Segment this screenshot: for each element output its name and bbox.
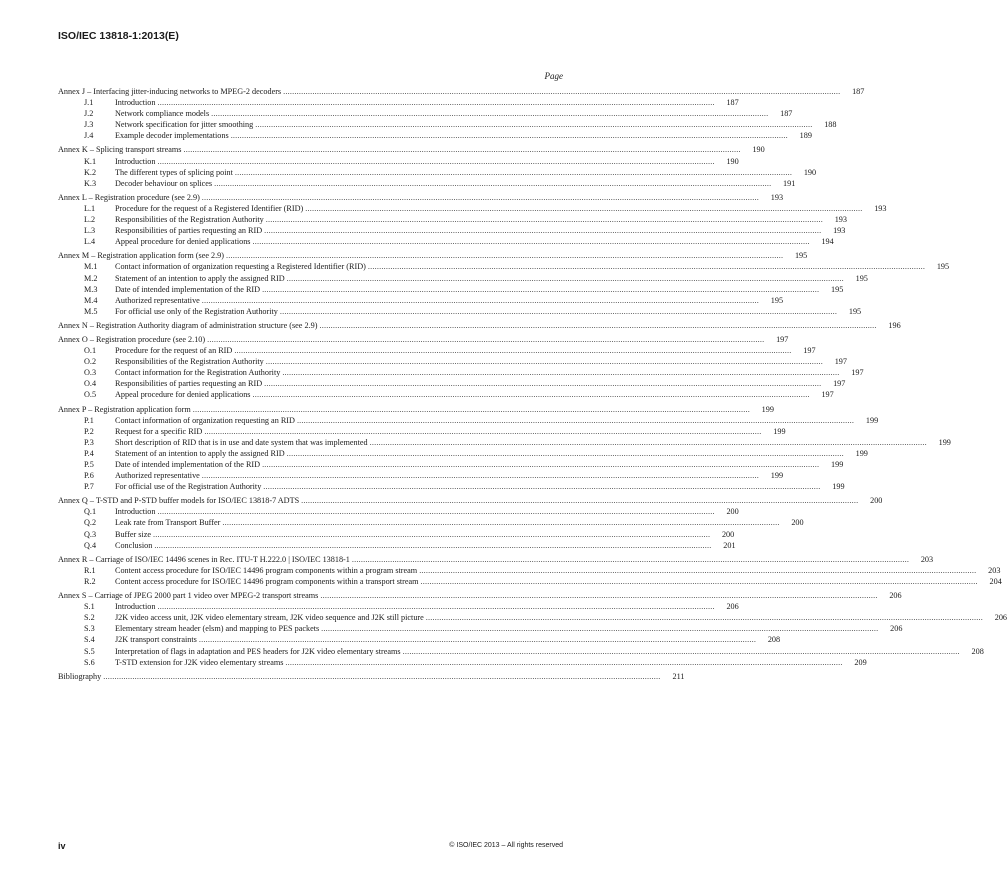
toc-subentry[interactable]	[58, 345, 816, 356]
toc-entry-page: 199	[832, 482, 845, 492]
toc-entry-title: Network specification for jitter smoothing	[115, 120, 254, 130]
dot-leader	[297, 415, 854, 426]
dot-leader	[266, 356, 823, 367]
toc-subentry[interactable]	[58, 367, 864, 378]
toc-entry-title: Annex J – Interfacing jitter-inducing networks to MPEG-2 decoders	[58, 87, 282, 96]
toc-entry-page: 190	[803, 167, 817, 177]
toc-subentry[interactable]	[58, 470, 784, 481]
toc-entry-title: Authorized representative	[115, 471, 200, 481]
dot-leader	[157, 156, 714, 167]
toc-entry-page: 190	[752, 145, 765, 155]
toc-entry-number: M.2	[84, 273, 98, 283]
dot-leader	[255, 119, 812, 130]
toc-entry-title: Procedure for the request of a Registered Identifier (RID)	[115, 203, 304, 213]
dot-leader	[280, 306, 837, 317]
toc-entry[interactable]	[58, 250, 808, 261]
dot-leader	[193, 404, 750, 415]
document-id: ISO/IEC 13818-1:2013(E)	[58, 30, 179, 42]
toc-entry-page: 197	[834, 357, 847, 367]
toc-entry-number: S.4	[84, 635, 95, 645]
toc-entry-page: 188	[824, 120, 837, 130]
toc-subentry[interactable]	[58, 225, 846, 236]
toc-subentry[interactable]	[58, 426, 786, 437]
toc-entry-page: 197	[803, 346, 816, 356]
toc-subentry[interactable]	[58, 130, 812, 141]
toc-entry-number: L.1	[84, 203, 96, 213]
toc-entry-number: S.3	[84, 624, 95, 634]
dot-leader	[421, 576, 978, 587]
toc-subentry[interactable]	[58, 156, 739, 167]
toc-entry-number: S.5	[84, 646, 95, 656]
dot-leader	[154, 540, 711, 551]
toc-entry-page: 200	[791, 518, 804, 528]
toc-entry-title: J2K transport constraints	[115, 635, 197, 645]
toc-subentry[interactable]	[58, 273, 868, 284]
toc-entry-page: 193	[834, 215, 847, 225]
toc-entry-page: 199	[761, 404, 774, 414]
toc-entry-title: Date of intended implementation of the RID	[115, 284, 261, 294]
toc-entry-title: Bibliography	[58, 671, 102, 681]
toc-entry-number: O.4	[84, 379, 97, 389]
toc-entry-number: R.2	[84, 576, 96, 586]
toc-subentry[interactable]	[58, 448, 868, 459]
toc-entry-title: Request for a specific RID	[115, 426, 203, 436]
dot-leader	[301, 495, 858, 506]
toc-entry-title: Introduction	[115, 156, 156, 166]
toc-entry-page: 193	[770, 192, 784, 202]
toc-entry-title: Annex Q – T-STD and P-STD buffer models for ISO/IEC 13818-7 ADTS	[58, 496, 300, 506]
toc-entry[interactable]	[58, 495, 883, 506]
toc-entry-page: 191	[783, 178, 796, 188]
toc-subentry[interactable]	[58, 601, 739, 612]
dot-leader	[368, 261, 925, 272]
toc-entry-page: 190	[726, 156, 739, 166]
toc-entry-title: Authorized representative	[115, 295, 200, 305]
toc-subentry[interactable]	[58, 529, 735, 540]
toc-entry-page: 199	[865, 415, 879, 425]
toc-entry-number: L.2	[84, 215, 96, 225]
toc-entry-title: Short description of RID that is in use and date system that was implemented	[115, 437, 368, 447]
dot-leader	[321, 623, 878, 634]
toc-subentry[interactable]	[58, 356, 847, 367]
toc-entry-title: Statement of an intention to apply the assigned RID	[115, 448, 285, 458]
toc-entry-number: S.6	[84, 657, 95, 667]
dot-leader	[264, 378, 821, 389]
dot-leader	[202, 470, 759, 481]
toc-subentry[interactable]	[58, 203, 887, 214]
toc-entry-number: J.2	[84, 109, 94, 119]
toc-entry-title: Buffer size	[115, 529, 151, 539]
toc-entry-number: K.3	[84, 178, 97, 188]
dot-leader	[253, 389, 810, 400]
toc-subentry[interactable]	[58, 540, 736, 551]
toc-entry-page: 195	[794, 251, 808, 261]
dot-leader	[157, 97, 714, 108]
dot-leader	[282, 367, 839, 378]
toc-entry-title: Conclusion	[115, 540, 153, 550]
toc-entry-page: 199	[770, 471, 784, 481]
toc-entry-page: 197	[776, 334, 789, 344]
dot-leader	[263, 481, 820, 492]
toc-entry-number: Q.4	[84, 540, 97, 550]
toc-entry-page: 206	[890, 624, 903, 634]
dot-leader	[287, 448, 844, 459]
toc-entry-number: O.5	[84, 390, 97, 400]
dot-leader	[157, 506, 714, 517]
toc-entry-title: Annex R – Carriage of ISO/IEC 14496 scenes in Rec. ITU-T H.222.0 | ISO/IEC 13818-1	[58, 554, 350, 564]
dot-leader	[253, 236, 810, 247]
toc-entry-page: 206	[726, 602, 739, 612]
toc-entry[interactable]	[58, 320, 901, 331]
toc-subentry[interactable]	[58, 378, 846, 389]
toc-entry-page: 193	[833, 226, 846, 236]
toc-entry-title: Annex K – Splicing transport streams	[58, 145, 182, 155]
toc-entry-title: Appeal procedure for denied applications	[115, 390, 251, 400]
toc-entry-page: 194	[821, 237, 834, 247]
dot-leader	[207, 334, 764, 345]
dot-leader	[153, 529, 710, 540]
toc-subentry[interactable]	[58, 295, 784, 306]
toc-entry-number: M.1	[84, 262, 98, 272]
toc-entry-page: 187	[780, 109, 793, 119]
toc-entry-page: 199	[773, 426, 786, 436]
toc-subentry[interactable]	[58, 389, 834, 400]
toc-entry[interactable]	[58, 334, 789, 345]
toc-entry-page: 211	[672, 671, 685, 681]
toc-subentry[interactable]	[58, 657, 867, 668]
dot-leader	[319, 320, 876, 331]
toc-entry-title: Contact information of organization requesting a Registered Identifier (RID)	[115, 262, 366, 272]
toc-entry-number: R.1	[84, 565, 96, 575]
toc-entry-title: Introduction	[115, 98, 156, 108]
toc-entry[interactable]	[58, 86, 865, 97]
toc-entry-number: K.2	[84, 167, 97, 177]
toc-entry-number: K.1	[84, 156, 97, 166]
toc-entry-page: 197	[851, 368, 864, 378]
dot-leader	[287, 273, 844, 284]
toc-entry-number: J.4	[84, 131, 94, 141]
toc-subentry[interactable]	[58, 459, 844, 470]
dot-leader	[419, 565, 976, 576]
toc-entry-page: 197	[821, 390, 834, 400]
dot-leader	[183, 144, 740, 155]
toc-entry-title: Content access procedure for ISO/IEC 14496 program components within a program stream	[115, 565, 418, 575]
toc-entry-title: Leak rate from Transport Buffer	[115, 518, 221, 528]
toc-entry-number: P.7	[84, 482, 94, 492]
toc-entry-title: Responsibilities of parties requesting an RID	[115, 226, 263, 236]
dot-leader	[103, 671, 660, 682]
toc-entry-number: P.5	[84, 460, 94, 469]
toc-subentry[interactable]	[58, 506, 739, 517]
toc-subentry[interactable]	[58, 284, 844, 295]
toc-entry-number: P.2	[84, 426, 94, 436]
toc-entry-page: 196	[888, 320, 901, 330]
toc-entry-number: O.3	[84, 368, 97, 378]
toc-entry-page: 195	[770, 295, 784, 305]
toc-entry-page: 206	[889, 591, 902, 601]
toc-entry-page: 195	[848, 306, 862, 316]
toc-entry-title: Procedure for the request of an RID	[115, 346, 233, 356]
dot-leader	[204, 426, 761, 437]
toc-entry-page: 200	[870, 496, 883, 506]
toc-entry-page: 203	[920, 554, 934, 564]
toc-entry[interactable]	[58, 554, 934, 565]
toc-subentry[interactable]	[58, 437, 951, 448]
page-column-label: Page	[544, 71, 563, 81]
dot-leader	[211, 108, 768, 119]
toc-entry-page: 195	[936, 262, 950, 272]
toc-entry-title: Network compliance models	[115, 109, 210, 119]
dot-leader	[231, 130, 788, 141]
toc-entry-title: Annex O – Registration procedure (see 2.10)	[58, 334, 206, 344]
toc-entry-title: Annex N – Registration Authority diagram of administration structure (see 2.9)	[58, 320, 318, 330]
toc-entry-title: Interpretation of flags in adaptation and PES headers for J2K video elementary streams	[115, 646, 401, 656]
toc-subentry[interactable]	[58, 167, 817, 178]
toc-entry-number: S.1	[84, 602, 95, 612]
toc-entry-page: 200	[726, 507, 739, 517]
toc-entry-title: Statement of an intention to apply the assigned RID	[115, 273, 285, 283]
toc-entry-page: 199	[855, 448, 868, 458]
toc-entry-page: 187	[726, 98, 739, 108]
dot-leader	[283, 86, 840, 97]
toc-entry-title: Responsibilities of the Registration Authority	[115, 357, 264, 367]
toc-entry-title: Responsibilities of parties requesting an RID	[115, 379, 263, 389]
toc-subentry[interactable]	[58, 634, 781, 645]
toc-subentry[interactable]	[58, 108, 793, 119]
dot-leader	[199, 634, 756, 645]
toc-subentry[interactable]	[58, 214, 847, 225]
toc-subentry[interactable]	[58, 119, 837, 130]
toc-entry-title: Annex P – Registration application form	[58, 404, 191, 414]
toc-subentry[interactable]	[58, 517, 804, 528]
dot-leader	[234, 345, 791, 356]
toc-subentry[interactable]	[58, 236, 834, 247]
toc-entry-title: Elementary stream header (elsm) and mapping to PES packets	[115, 624, 320, 634]
table-of-contents	[58, 86, 1007, 682]
toc-entry-title: Annex L – Registration procedure (see 2.9)	[58, 192, 200, 202]
toc-entry-number: O.1	[84, 346, 97, 356]
toc-entry-number: J.1	[84, 98, 94, 108]
toc-entry-number: S.2	[84, 613, 95, 623]
toc-entry-number: Q.1	[84, 507, 97, 517]
toc-entry-title: Annex S – Carriage of JPEG 2000 part 1 video over MPEG-2 transport streams	[58, 591, 319, 601]
toc-entry[interactable]	[58, 192, 784, 203]
toc-entry-page: 204	[989, 576, 1002, 586]
dot-leader	[222, 517, 779, 528]
dot-leader	[262, 459, 819, 470]
toc-entry[interactable]	[58, 144, 765, 155]
toc-subentry[interactable]	[58, 415, 879, 426]
toc-entry-title: Annex M – Registration application form (see 2.9)	[58, 251, 224, 261]
toc-entry-page: 200	[721, 529, 735, 539]
dot-leader	[305, 203, 862, 214]
toc-entry-page: 195	[831, 284, 844, 294]
toc-subentry[interactable]	[58, 612, 1007, 623]
toc-subentry[interactable]	[58, 646, 984, 657]
toc-entry-title: J2K video access unit, J2K video elementary stream, J2K video sequence and J2K still picture	[115, 613, 424, 623]
toc-entry-page: 208	[971, 646, 984, 656]
toc-entry-number: L.4	[84, 237, 96, 247]
toc-entry-title: For official use of the Registration Authority	[115, 482, 262, 492]
toc-entry-number: M.4	[84, 295, 98, 305]
toc-subentry[interactable]	[58, 261, 950, 272]
dot-leader	[320, 590, 877, 601]
toc-entry-page: 199	[831, 460, 844, 469]
toc-entry-number: Q.3	[84, 529, 97, 539]
toc-entry-number: Q.2	[84, 518, 97, 528]
toc-entry-page: 201	[723, 540, 736, 550]
toc-entry-title: Example decoder implementations	[115, 131, 229, 141]
dot-leader	[285, 657, 842, 668]
toc-entry-page: 208	[767, 635, 781, 645]
toc-subentry[interactable]	[58, 306, 862, 317]
toc-subentry[interactable]	[58, 576, 1002, 587]
toc-entry-title: For official use only of the Registration Authority	[115, 306, 278, 316]
toc-entry[interactable]	[58, 671, 685, 682]
toc-entry[interactable]	[58, 590, 902, 601]
toc-subentry[interactable]	[58, 97, 739, 108]
copyright-notice: © ISO/IEC 2013 – All rights reserved	[449, 842, 563, 849]
toc-entry-page: 193	[874, 203, 887, 213]
dot-leader	[262, 284, 819, 295]
toc-entry-title: Contact information of organization requesting an RID	[115, 415, 295, 425]
toc-entry-title: Decoder behaviour on splices	[115, 178, 213, 188]
toc-entry-title: Appeal procedure for denied applications	[115, 237, 251, 247]
dot-leader	[235, 167, 792, 178]
toc-subentry[interactable]	[58, 481, 845, 492]
dot-leader	[264, 225, 821, 236]
toc-subentry[interactable]	[58, 623, 903, 634]
toc-entry-number: P.1	[84, 415, 94, 425]
dot-leader	[214, 178, 771, 189]
dot-leader	[226, 250, 783, 261]
dot-leader	[157, 601, 714, 612]
dot-leader	[352, 554, 909, 565]
dot-leader	[370, 437, 927, 448]
toc-entry-page: 189	[799, 131, 812, 141]
toc-entry-number: O.2	[84, 357, 97, 367]
toc-entry-title: Introduction	[115, 602, 156, 612]
page-number: iv	[58, 841, 66, 851]
dot-leader	[403, 646, 960, 657]
toc-entry-page: 206	[994, 613, 1007, 623]
toc-entry-title: The different types of splicing point	[115, 167, 233, 177]
toc-entry-page: 197	[833, 379, 846, 389]
dot-leader	[266, 214, 823, 225]
toc-entry-page: 203	[988, 565, 1001, 575]
toc-entry-page: 199	[938, 437, 951, 447]
dot-leader	[202, 295, 759, 306]
toc-entry-number: J.3	[84, 120, 94, 130]
dot-leader	[202, 192, 759, 203]
toc-entry-number: P.4	[84, 448, 94, 458]
toc-entry[interactable]	[58, 404, 774, 415]
toc-entry-number: P.3	[84, 437, 94, 447]
toc-entry-title: Content access procedure for ISO/IEC 14496 program components within a transport stream	[115, 576, 419, 586]
toc-entry-page: 209	[854, 657, 867, 667]
toc-entry-number: L.3	[84, 226, 96, 236]
toc-subentry[interactable]	[58, 565, 1001, 576]
toc-subentry[interactable]	[58, 178, 796, 189]
toc-entry-number: M.5	[84, 306, 98, 316]
toc-entry-number: M.3	[84, 284, 98, 294]
dot-leader	[426, 612, 983, 623]
toc-entry-title: Responsibilities of the Registration Authority	[115, 215, 264, 225]
toc-entry-number: P.6	[84, 471, 94, 481]
toc-entry-page: 195	[855, 273, 868, 283]
toc-entry-title: Contact information for the Registration Authority	[115, 368, 281, 378]
toc-entry-title: T-STD extension for J2K video elementary streams	[115, 657, 284, 667]
toc-entry-title: Date of intended implementation of the RID	[115, 460, 261, 469]
toc-entry-title: Introduction	[115, 507, 156, 517]
toc-entry-page: 187	[852, 87, 865, 96]
